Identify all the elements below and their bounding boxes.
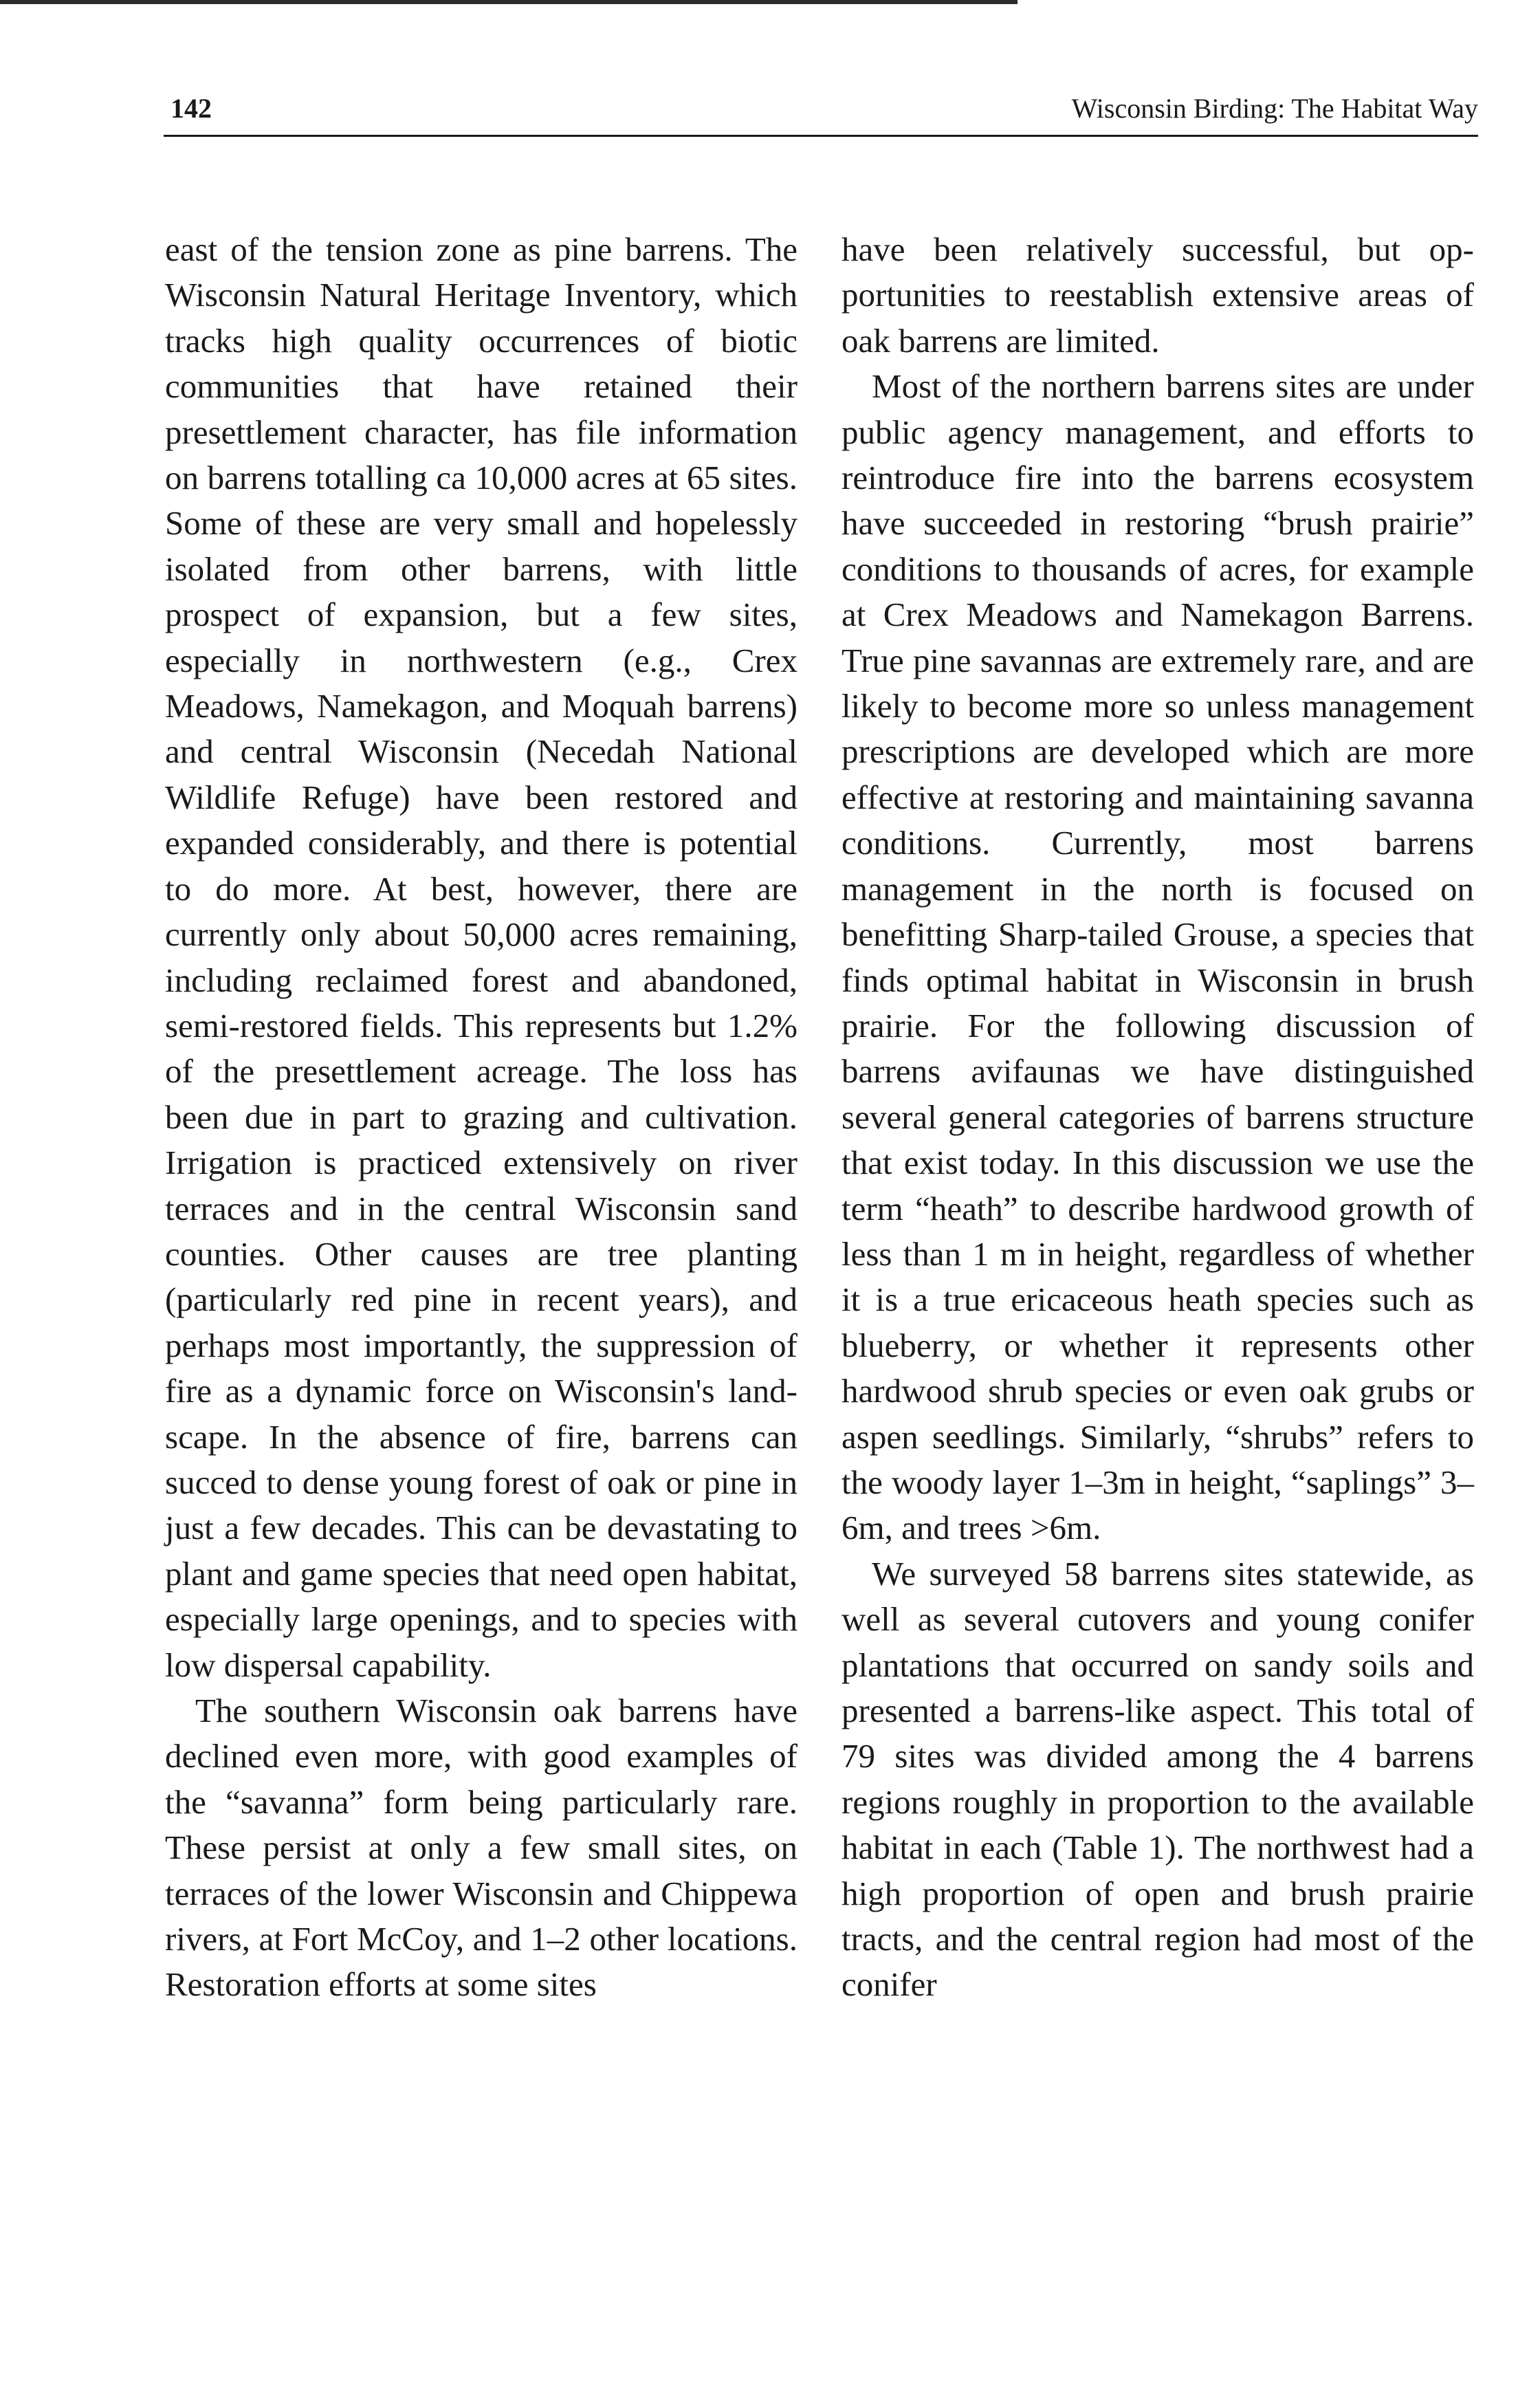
paragraph: The southern Wisconsin oak barrens have declined even more, with good examples of the “savanna” form being particularly rare. These persist at only a few small sites, on terraces of the lower Wisconsin and Chippewa rivers, at Fort McCoy, and 1–2 other locations. Restoration efforts at some sites bbox=[165, 1692, 798, 2004]
right-column bbox=[842, 227, 1474, 2008]
running-title: Wisconsin Birding: The Habitat Way bbox=[1071, 93, 1478, 124]
paragraph: east of the tension zone as pine barrens. The Wisconsin Natural Heritage Inventory, which tracks high quality occurrences of biotic communities that have retained their presettlement character, has file information on barrens totalling ca 10,000 acres at 65 sites. Some of these are very small and hopelessly isolated from other barrens, with little prospect of expansion, but a few sites, especially in northwestern (e.g., Crex Meadows, Namekagon, and Moquah barrens) and central Wisconsin (Necedah National Wildlife Refuge) have been restored and expanded considerably, and there is potential to do more. At best, however, there are currently only about 50,000 acres remaining, including reclaimed forest and abandoned, semi-restored fields. This represents but 1.2% of the presettlement acreage. The loss has been due in part to grazing and cultivation. Irrigation is practiced extensively on river terraces and in the central Wisconsin sand counties. Other causes are tree planting (particularly red pine in recent years), and perhaps most importantly, the suppression of fire as a dynamic force on Wisconsin's landscape. In the absence of fire, barrens can succed to dense young forest of oak or pine in just a few decades. This can be devastating to plant and game species that need open habitat, especially large openings, and to species with low dispersal capability. bbox=[165, 230, 798, 1684]
paragraph: have been relatively successful, but opportunities to reestablish extensive areas of oak barrens are limited. bbox=[842, 230, 1474, 360]
paragraph: We surveyed 58 barrens sites statewide, as well as several cutovers and young conifer plantations that occurred on sandy soils and presented a barrens-like aspect. This total of 79 sites was divided among the 4 barrens regions roughly in proportion to the available habitat in each (Table 1). The northwest had a high proportion of open and brush prairie tracts, and the central region had most of the conifer bbox=[842, 1554, 1474, 2004]
scan-edge-line bbox=[0, 0, 1018, 4]
header-rule bbox=[164, 135, 1478, 137]
page-header bbox=[164, 88, 1478, 129]
page-number: 142 bbox=[170, 93, 212, 124]
left-column bbox=[165, 227, 798, 2008]
paragraph: Most of the northern barrens sites are under public agency management, and efforts to reintroduce fire into the barrens ecosystem have succeeded in restoring “brush prairie” conditions to thousands of acres, for example at Crex Meadows and Namekagon Barrens. True pine savannas are extremely rare, and are likely to become more so unless management prescriptions are developed which are more effective at restoring and maintaining savanna conditions. Currently, most barrens management in the north is focused on benefitting Sharp-tailed Grouse, a species that finds optimal habitat in Wisconsin in brush prairie. For the following discussion of barrens avifaunas we have distinguished several general categories of barrens structure that exist today. In this discussion we use the term “heath” to describe hardwood growth of less than 1 m in height, regardless of whether it is a true ericaceous heath species such as blueberry, or whether it represents other hardwood shrub species or even oak grubs or aspen seedlings. Similarly, “shrubs” refers to the woody layer 1–3m in height, “saplings” 3–6m, and trees >6m. bbox=[842, 367, 1474, 1547]
